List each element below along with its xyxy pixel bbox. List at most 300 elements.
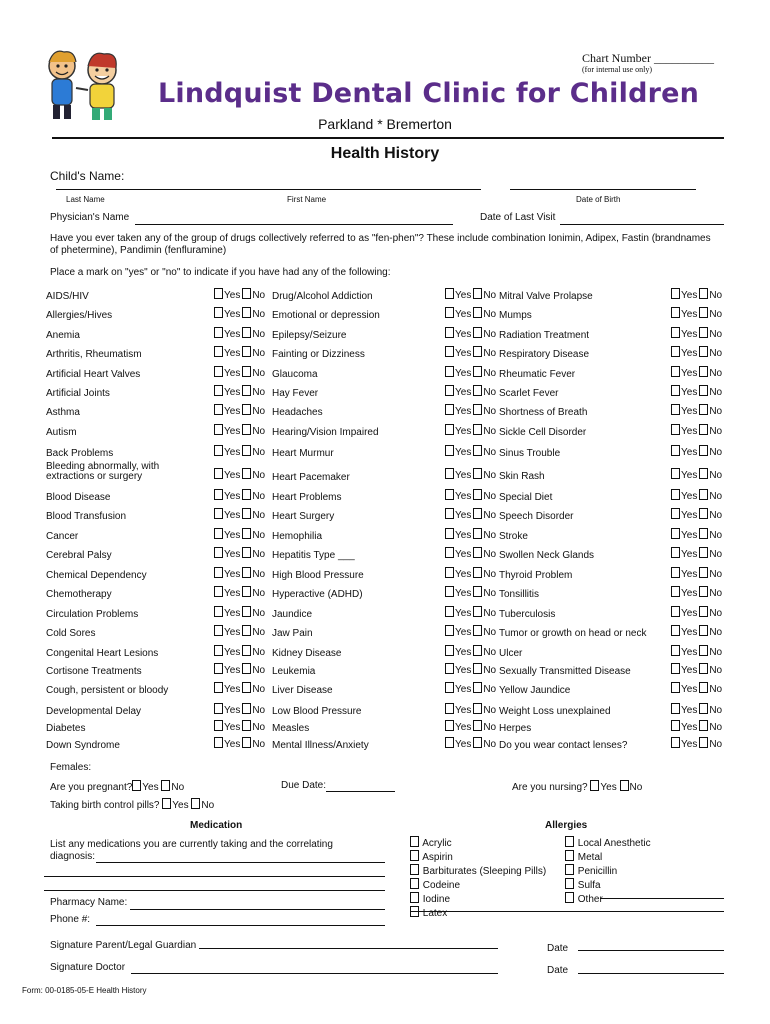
no-checkbox[interactable] bbox=[473, 307, 482, 318]
yes-checkbox[interactable] bbox=[445, 489, 454, 500]
no-checkbox[interactable] bbox=[473, 737, 482, 748]
yes-checkbox[interactable] bbox=[445, 663, 454, 674]
physician-line[interactable] bbox=[135, 224, 453, 225]
no-checkbox[interactable] bbox=[242, 424, 251, 435]
allergy-label: Latex bbox=[422, 908, 448, 919]
yes-checkbox[interactable] bbox=[214, 528, 223, 539]
yes-checkbox[interactable] bbox=[445, 720, 454, 731]
yes-label: Yes bbox=[455, 406, 472, 417]
yes-no-group bbox=[671, 547, 722, 560]
yes-checkbox[interactable] bbox=[671, 682, 680, 693]
yes-no-group bbox=[214, 468, 265, 481]
yes-checkbox[interactable] bbox=[671, 288, 680, 299]
condition-label: Yellow Jaundice bbox=[499, 685, 571, 696]
no-checkbox[interactable] bbox=[699, 586, 708, 597]
yes-label: Yes bbox=[224, 665, 241, 676]
birth-control-no-checkbox[interactable] bbox=[191, 798, 200, 809]
yes-checkbox[interactable] bbox=[671, 567, 680, 578]
yes-no-group bbox=[445, 508, 496, 521]
yes-checkbox[interactable] bbox=[671, 720, 680, 731]
medication-line-3[interactable] bbox=[44, 890, 385, 891]
no-checkbox[interactable] bbox=[473, 288, 482, 299]
condition-label: Jaundice bbox=[272, 609, 313, 620]
no-checkbox[interactable] bbox=[242, 385, 251, 396]
yes-no-group bbox=[214, 645, 265, 658]
yes-checkbox[interactable] bbox=[214, 645, 223, 656]
no-checkbox[interactable] bbox=[242, 586, 251, 597]
yes-checkbox[interactable] bbox=[445, 307, 454, 318]
no-checkbox[interactable] bbox=[473, 586, 482, 597]
nursing-label: Are you nursing? bbox=[512, 782, 588, 793]
allergy-option[interactable] bbox=[565, 892, 651, 906]
yes-label: Yes bbox=[455, 348, 472, 359]
no-label: No bbox=[252, 665, 266, 676]
no-checkbox[interactable] bbox=[699, 489, 708, 500]
no-checkbox[interactable] bbox=[699, 682, 708, 693]
yes-no-group bbox=[671, 307, 722, 320]
yes-checkbox[interactable] bbox=[214, 663, 223, 674]
no-checkbox[interactable] bbox=[699, 445, 708, 456]
no-checkbox[interactable] bbox=[242, 547, 251, 558]
no-checkbox[interactable] bbox=[473, 682, 482, 693]
yes-label: Yes bbox=[681, 549, 698, 560]
yes-checkbox[interactable] bbox=[214, 288, 223, 299]
other-allergy-line[interactable] bbox=[600, 898, 724, 899]
no-checkbox[interactable] bbox=[699, 508, 708, 519]
allergy-checkbox[interactable] bbox=[565, 864, 574, 875]
yes-checkbox[interactable] bbox=[445, 737, 454, 748]
yes-no-group bbox=[671, 468, 722, 481]
yes-checkbox[interactable] bbox=[214, 682, 223, 693]
condition-label: Do you wear contact lenses? bbox=[499, 740, 628, 751]
allergy-option[interactable] bbox=[565, 864, 651, 878]
condition-label: Liver Disease bbox=[272, 685, 333, 696]
condition-label: Hyperactive (ADHD) bbox=[272, 589, 363, 600]
yes-no-group bbox=[214, 682, 265, 695]
condition-label: Autism bbox=[46, 427, 77, 438]
yes-label: Yes bbox=[455, 470, 472, 481]
no-checkbox[interactable] bbox=[473, 468, 482, 479]
condition-label: Sinus Trouble bbox=[499, 448, 561, 459]
medication-line-1[interactable] bbox=[96, 862, 385, 863]
no-label: No bbox=[709, 647, 723, 658]
medication-list-label-2: diagnosis: bbox=[50, 851, 96, 862]
nursing-yes-checkbox[interactable] bbox=[590, 780, 599, 791]
condition-label: Blood Disease bbox=[46, 492, 111, 503]
no-checkbox[interactable] bbox=[242, 445, 251, 456]
no-checkbox[interactable] bbox=[473, 606, 482, 617]
no-checkbox[interactable] bbox=[699, 645, 708, 656]
no-checkbox[interactable] bbox=[699, 327, 708, 338]
allergy-option[interactable] bbox=[565, 878, 651, 892]
no-checkbox[interactable] bbox=[242, 468, 251, 479]
allergy-option[interactable] bbox=[410, 864, 546, 878]
no-checkbox[interactable] bbox=[699, 288, 708, 299]
no-checkbox[interactable] bbox=[699, 547, 708, 558]
yes-checkbox[interactable] bbox=[671, 468, 680, 479]
pharmacy-line[interactable] bbox=[130, 909, 385, 910]
yes-no-group bbox=[445, 547, 496, 560]
no-label: No bbox=[483, 647, 497, 658]
yes-label: Yes bbox=[455, 387, 472, 398]
allergy-option[interactable] bbox=[565, 836, 651, 850]
yes-no-group bbox=[445, 288, 496, 301]
no-label: No bbox=[709, 588, 723, 599]
allergy-checkbox[interactable] bbox=[565, 878, 574, 889]
condition-label: AIDS/HIV bbox=[46, 291, 89, 302]
no-checkbox[interactable] bbox=[242, 645, 251, 656]
no-label: No bbox=[709, 368, 723, 379]
doctor-signature-line[interactable] bbox=[131, 973, 498, 974]
yes-checkbox[interactable] bbox=[214, 346, 223, 357]
allergy-checkbox[interactable] bbox=[410, 878, 419, 889]
no-label: No bbox=[483, 387, 497, 398]
childs-name-line[interactable] bbox=[56, 189, 481, 190]
yes-no-group bbox=[671, 645, 722, 658]
pregnant-yes-checkbox[interactable] bbox=[132, 780, 141, 791]
yes-no-group bbox=[214, 737, 265, 750]
yes-checkbox[interactable] bbox=[214, 366, 223, 377]
no-checkbox[interactable] bbox=[699, 720, 708, 731]
yes-checkbox[interactable] bbox=[671, 528, 680, 539]
no-checkbox[interactable] bbox=[242, 720, 251, 731]
yes-checkbox[interactable] bbox=[671, 366, 680, 377]
no-checkbox[interactable] bbox=[473, 385, 482, 396]
allergy-option[interactable] bbox=[410, 892, 546, 906]
allergy-checkbox[interactable] bbox=[410, 850, 419, 861]
dob-line[interactable] bbox=[510, 189, 696, 190]
yes-label: Yes bbox=[681, 510, 698, 521]
yes-checkbox[interactable] bbox=[214, 703, 223, 714]
yes-checkbox[interactable] bbox=[671, 663, 680, 674]
yes-no-group bbox=[671, 720, 722, 733]
no-checkbox[interactable] bbox=[242, 508, 251, 519]
yes-label: Yes bbox=[224, 348, 241, 359]
yes-label: Yes bbox=[681, 647, 698, 658]
yes-checkbox[interactable] bbox=[671, 445, 680, 456]
yes-checkbox[interactable] bbox=[445, 424, 454, 435]
yes-checkbox[interactable] bbox=[671, 645, 680, 656]
condition-label: Cerebral Palsy bbox=[46, 550, 112, 561]
yes-checkbox[interactable] bbox=[445, 366, 454, 377]
yes-label: Yes bbox=[224, 608, 241, 619]
no-label: No bbox=[483, 739, 497, 750]
guardian-signature-line[interactable] bbox=[199, 948, 498, 949]
yes-checkbox[interactable] bbox=[445, 682, 454, 693]
yes-checkbox[interactable] bbox=[445, 288, 454, 299]
yes-checkbox[interactable] bbox=[671, 489, 680, 500]
no-label: No bbox=[629, 782, 643, 793]
no-checkbox[interactable] bbox=[242, 404, 251, 415]
yes-no-group bbox=[214, 366, 265, 379]
yes-checkbox[interactable] bbox=[214, 404, 223, 415]
no-label: No bbox=[252, 290, 266, 301]
yes-checkbox[interactable] bbox=[214, 508, 223, 519]
no-checkbox[interactable] bbox=[242, 288, 251, 299]
no-checkbox[interactable] bbox=[699, 625, 708, 636]
no-checkbox[interactable] bbox=[473, 404, 482, 415]
no-checkbox[interactable] bbox=[473, 489, 482, 500]
yes-no-group bbox=[671, 737, 722, 750]
condition-label: Scarlet Fever bbox=[499, 388, 559, 399]
no-checkbox[interactable] bbox=[242, 307, 251, 318]
condition-label: Tumor or growth on head or neck bbox=[499, 628, 647, 639]
yes-checkbox[interactable] bbox=[214, 468, 223, 479]
yes-no-group bbox=[214, 307, 265, 320]
allergy-checkbox[interactable] bbox=[565, 892, 574, 903]
yes-checkbox[interactable] bbox=[214, 489, 223, 500]
no-checkbox[interactable] bbox=[242, 327, 251, 338]
no-label: No bbox=[709, 426, 723, 437]
yes-checkbox[interactable] bbox=[671, 385, 680, 396]
yes-no-group bbox=[214, 385, 265, 398]
yes-checkbox[interactable] bbox=[445, 404, 454, 415]
no-checkbox[interactable] bbox=[699, 468, 708, 479]
allergy-option[interactable] bbox=[565, 850, 651, 864]
no-checkbox[interactable] bbox=[473, 424, 482, 435]
condition-label: Heart Murmur bbox=[272, 448, 334, 459]
condition-label: Respiratory Disease bbox=[499, 349, 590, 360]
yes-checkbox[interactable] bbox=[445, 586, 454, 597]
condition-label: Artificial Joints bbox=[46, 388, 110, 399]
yes-checkbox[interactable] bbox=[671, 327, 680, 338]
yes-no-group bbox=[671, 625, 722, 638]
yes-checkbox[interactable] bbox=[445, 703, 454, 714]
condition-label: Blood Transfusion bbox=[46, 511, 127, 522]
no-checkbox[interactable] bbox=[473, 703, 482, 714]
no-checkbox[interactable] bbox=[242, 737, 251, 748]
no-checkbox[interactable] bbox=[473, 445, 482, 456]
yes-checkbox[interactable] bbox=[671, 404, 680, 415]
yes-checkbox[interactable] bbox=[214, 307, 223, 318]
allergy-option[interactable] bbox=[410, 836, 546, 850]
guardian-date-line[interactable] bbox=[578, 950, 724, 951]
condition-label: Glaucoma bbox=[272, 369, 318, 380]
yes-checkbox[interactable] bbox=[214, 625, 223, 636]
yes-checkbox[interactable] bbox=[445, 508, 454, 519]
no-checkbox[interactable] bbox=[242, 489, 251, 500]
no-checkbox[interactable] bbox=[473, 547, 482, 558]
guardian-signature-label: Signature Parent/Legal Guardian bbox=[50, 940, 197, 951]
no-checkbox[interactable] bbox=[473, 366, 482, 377]
allergy-label: Penicillin bbox=[577, 866, 618, 877]
no-label: No bbox=[483, 588, 497, 599]
no-checkbox[interactable] bbox=[242, 567, 251, 578]
yes-checkbox[interactable] bbox=[671, 547, 680, 558]
allergy-checkbox[interactable] bbox=[410, 864, 419, 875]
nursing-no-checkbox[interactable] bbox=[620, 780, 629, 791]
header-divider bbox=[52, 137, 724, 139]
no-checkbox[interactable] bbox=[242, 703, 251, 714]
yes-label: Yes bbox=[681, 665, 698, 676]
yes-label: Yes bbox=[455, 491, 472, 502]
no-label: No bbox=[252, 491, 266, 502]
yes-checkbox[interactable] bbox=[214, 547, 223, 558]
no-label: No bbox=[709, 549, 723, 560]
yes-checkbox[interactable] bbox=[445, 606, 454, 617]
yes-label: Yes bbox=[681, 608, 698, 619]
yes-checkbox[interactable] bbox=[671, 737, 680, 748]
no-label: No bbox=[171, 782, 185, 793]
no-checkbox[interactable] bbox=[242, 366, 251, 377]
yes-no-group bbox=[445, 528, 496, 541]
no-checkbox[interactable] bbox=[699, 663, 708, 674]
first-name-label: First Name bbox=[287, 195, 327, 204]
condition-label: Allergies/Hives bbox=[46, 310, 113, 321]
yes-checkbox[interactable] bbox=[445, 468, 454, 479]
yes-checkbox[interactable] bbox=[671, 606, 680, 617]
pregnant-label: Are you pregnant? bbox=[50, 782, 133, 793]
no-checkbox[interactable] bbox=[699, 606, 708, 617]
yes-checkbox[interactable] bbox=[214, 737, 223, 748]
no-label: No bbox=[483, 665, 497, 676]
condition-label: Radiation Treatment bbox=[499, 330, 590, 341]
no-checkbox[interactable] bbox=[699, 404, 708, 415]
yes-label: Yes bbox=[681, 588, 698, 599]
yes-checkbox[interactable] bbox=[445, 528, 454, 539]
yes-checkbox[interactable] bbox=[671, 346, 680, 357]
no-checkbox[interactable] bbox=[473, 508, 482, 519]
yes-checkbox[interactable] bbox=[445, 385, 454, 396]
doctor-date-line[interactable] bbox=[578, 973, 724, 974]
allergy-checkbox[interactable] bbox=[410, 892, 419, 903]
no-checkbox[interactable] bbox=[242, 625, 251, 636]
yes-checkbox[interactable] bbox=[671, 508, 680, 519]
no-checkbox[interactable] bbox=[242, 663, 251, 674]
yes-label: Yes bbox=[455, 739, 472, 750]
birth-control-label: Taking birth control pills? bbox=[50, 800, 160, 811]
no-label: No bbox=[709, 470, 723, 481]
yes-checkbox[interactable] bbox=[671, 424, 680, 435]
no-label: No bbox=[252, 739, 266, 750]
no-checkbox[interactable] bbox=[699, 346, 708, 357]
yes-no-group bbox=[671, 567, 722, 580]
allergy-extra-line[interactable] bbox=[410, 911, 724, 912]
yes-checkbox[interactable] bbox=[445, 327, 454, 338]
no-checkbox[interactable] bbox=[699, 567, 708, 578]
yes-no-group bbox=[214, 720, 265, 733]
no-checkbox[interactable] bbox=[699, 366, 708, 377]
allergy-option[interactable] bbox=[410, 906, 546, 920]
no-label: No bbox=[709, 608, 723, 619]
no-checkbox[interactable] bbox=[473, 663, 482, 674]
no-checkbox[interactable] bbox=[699, 307, 708, 318]
no-checkbox[interactable] bbox=[473, 720, 482, 731]
yes-label: Yes bbox=[455, 290, 472, 301]
yes-checkbox[interactable] bbox=[671, 625, 680, 636]
no-checkbox[interactable] bbox=[699, 385, 708, 396]
no-label: No bbox=[201, 800, 215, 811]
yes-checkbox[interactable] bbox=[671, 703, 680, 714]
yes-label: Yes bbox=[455, 549, 472, 560]
yes-checkbox[interactable] bbox=[214, 424, 223, 435]
condition-label: Weight Loss unexplained bbox=[499, 706, 611, 717]
yes-checkbox[interactable] bbox=[214, 567, 223, 578]
yes-checkbox[interactable] bbox=[445, 547, 454, 558]
yes-checkbox[interactable] bbox=[671, 586, 680, 597]
allergy-label: Sulfa bbox=[577, 880, 601, 891]
medication-line-2[interactable] bbox=[44, 876, 385, 877]
allergy-checkbox[interactable] bbox=[410, 836, 419, 847]
no-checkbox[interactable] bbox=[473, 625, 482, 636]
no-checkbox[interactable] bbox=[699, 528, 708, 539]
no-label: No bbox=[252, 470, 266, 481]
yes-no-group bbox=[214, 445, 265, 458]
yes-checkbox[interactable] bbox=[445, 625, 454, 636]
pregnant-no-checkbox[interactable] bbox=[161, 780, 170, 791]
allergy-label: Aspirin bbox=[422, 852, 453, 863]
no-checkbox[interactable] bbox=[473, 327, 482, 338]
condition-label: Artificial Heart Valves bbox=[46, 369, 141, 380]
birth-control-yes-checkbox[interactable] bbox=[162, 798, 171, 809]
yes-no-group bbox=[445, 346, 496, 359]
allergy-option[interactable] bbox=[410, 850, 546, 864]
no-label: No bbox=[483, 309, 497, 320]
no-checkbox[interactable] bbox=[473, 645, 482, 656]
no-checkbox[interactable] bbox=[242, 682, 251, 693]
yes-checkbox[interactable] bbox=[671, 307, 680, 318]
no-checkbox[interactable] bbox=[473, 346, 482, 357]
no-label: No bbox=[709, 569, 723, 580]
due-date-line[interactable] bbox=[326, 791, 395, 792]
yes-no-group bbox=[445, 307, 496, 320]
yes-checkbox[interactable] bbox=[445, 567, 454, 578]
yes-no-group bbox=[214, 288, 265, 301]
no-checkbox[interactable] bbox=[699, 424, 708, 435]
no-checkbox[interactable] bbox=[242, 346, 251, 357]
no-checkbox[interactable] bbox=[242, 606, 251, 617]
due-date-label: Due Date: bbox=[281, 780, 327, 791]
yes-checkbox[interactable] bbox=[445, 645, 454, 656]
yes-checkbox[interactable] bbox=[214, 327, 223, 338]
yes-label: Yes bbox=[172, 800, 189, 811]
condition-label: Heart Pacemaker bbox=[272, 472, 350, 483]
last-name-label: Last Name bbox=[66, 195, 105, 204]
no-label: No bbox=[709, 510, 723, 521]
allergy-checkbox[interactable] bbox=[565, 836, 574, 847]
no-checkbox[interactable] bbox=[473, 567, 482, 578]
no-checkbox[interactable] bbox=[242, 528, 251, 539]
doctor-signature-label: Signature Doctor bbox=[50, 962, 126, 973]
yes-checkbox[interactable] bbox=[214, 606, 223, 617]
yes-no-group bbox=[445, 586, 496, 599]
condition-label: Cold Sores bbox=[46, 628, 96, 639]
no-checkbox[interactable] bbox=[699, 737, 708, 748]
allergy-option[interactable] bbox=[410, 878, 546, 892]
allergy-checkbox[interactable] bbox=[565, 850, 574, 861]
no-label: No bbox=[483, 530, 497, 541]
yes-no-group bbox=[671, 528, 722, 541]
yes-checkbox[interactable] bbox=[445, 445, 454, 456]
no-label: No bbox=[483, 290, 497, 301]
allergies-right-list bbox=[565, 836, 651, 906]
yes-label: Yes bbox=[681, 569, 698, 580]
yes-checkbox[interactable] bbox=[214, 385, 223, 396]
last-visit-line[interactable] bbox=[560, 224, 724, 225]
no-label: No bbox=[252, 329, 266, 340]
phone-line[interactable] bbox=[96, 925, 385, 926]
yes-no-group bbox=[445, 489, 496, 502]
no-label: No bbox=[483, 627, 497, 638]
no-label: No bbox=[483, 368, 497, 379]
yes-checkbox[interactable] bbox=[214, 586, 223, 597]
no-checkbox[interactable] bbox=[699, 703, 708, 714]
no-label: No bbox=[709, 387, 723, 398]
yes-checkbox[interactable] bbox=[214, 445, 223, 456]
yes-checkbox[interactable] bbox=[445, 346, 454, 357]
yes-checkbox[interactable] bbox=[214, 720, 223, 731]
no-checkbox[interactable] bbox=[473, 528, 482, 539]
